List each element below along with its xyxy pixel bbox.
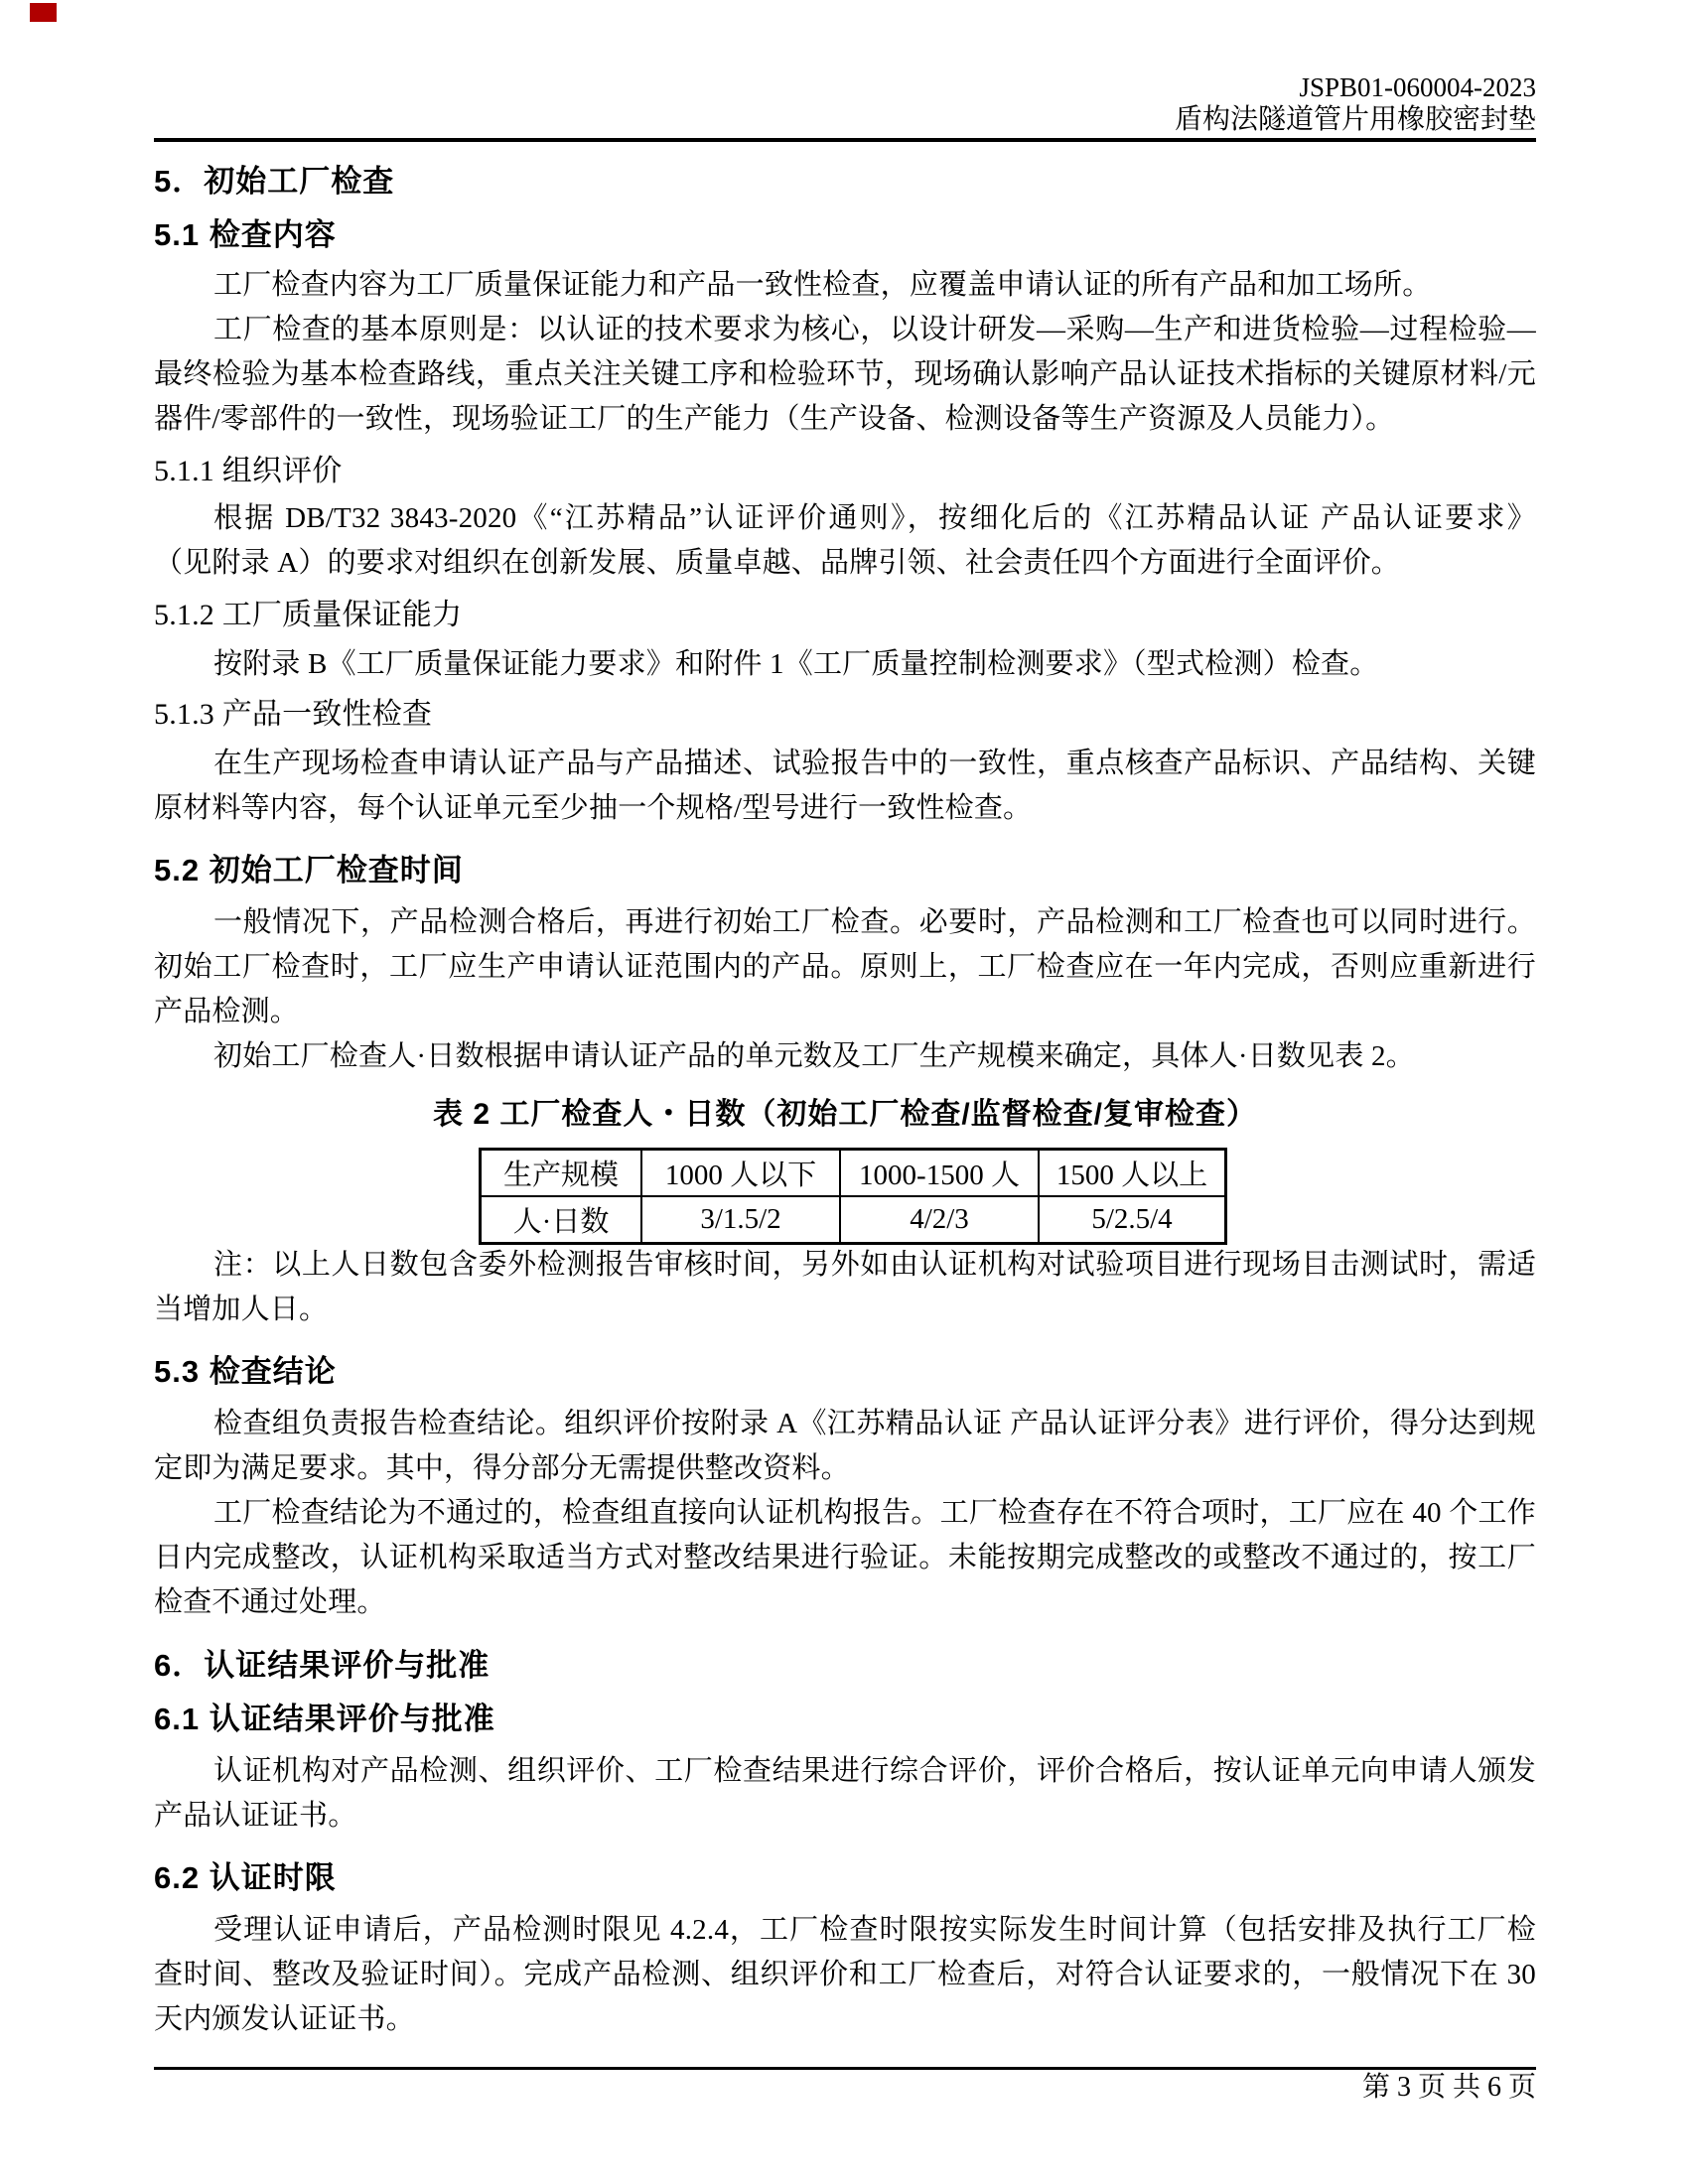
table-header-cell: 生产规模	[481, 1150, 642, 1197]
corner-red-mark	[30, 3, 57, 22]
table-header-cell: 1000-1500 人	[840, 1150, 1039, 1197]
section-heading: 5.1.2 工厂质量保证能力	[154, 599, 463, 631]
doc-text-line: 认证机构对产品检测、组织评价、工厂检查结果进行综合评价，评价合格后，按认证单元向申请人颁发	[213, 1755, 1536, 1787]
table-cell: 4/2/3	[840, 1196, 1039, 1244]
doc-text-line: 产品检测。	[154, 996, 300, 1027]
section-heading: 5.1.1 组织评价	[154, 455, 343, 487]
header-rule	[154, 138, 1536, 142]
section-heading: 5．初始工厂检查	[154, 164, 395, 199]
doc-text-line: 最终检验为基本检查路线，重点关注关键工序和检验环节，现场确认影响产品认证技术指标的关键原材料/元	[154, 358, 1536, 390]
footer-rule	[154, 2067, 1536, 2070]
doc-text-line: 检查组负责报告检查结论。组织评价按附录 A《江苏精品认证 产品认证评分表》进行评价，得分达到规	[213, 1408, 1536, 1439]
doc-text-line: 在生产现场检查申请认证产品与产品描述、试验报告中的一致性，重点核查产品标识、产品结构、关键	[213, 748, 1536, 779]
doc-text-line: 初始工厂检查时，工厂应生产申请认证范围内的产品。原则上，工厂检查应在一年内完成，否则应重新进行	[154, 951, 1536, 983]
section-heading: 6.1 认证结果评价与批准	[154, 1702, 495, 1736]
section-heading: 5.2 初始工厂检查时间	[154, 853, 464, 887]
page-number: 第 3 页 共 6 页	[1361, 2072, 1536, 2103]
section-heading: 6.2 认证时限	[154, 1860, 337, 1895]
doc-text-line: 受理认证申请后，产品检测时限见 4.2.4，工厂检查时限按实际发生时间计算（包括安排及执行工厂检	[213, 1914, 1536, 1946]
doc-text-line: 查时间、整改及验证时间）。完成产品检测、组织评价和工厂检查后，对符合认证要求的，一般情况下在 30	[154, 1959, 1536, 1990]
doc-text-line: 器件/零部件的一致性，现场验证工厂的生产能力（生产设备、检测设备等生产资源及人员能力）。	[154, 403, 1395, 435]
doc-text-line: 天内颁发认证证书。	[154, 2003, 415, 2035]
doc-text-line: 定即为满足要求。其中，得分部分无需提供整改资料。	[154, 1452, 850, 1484]
doc-text-line: 工厂检查结论为不通过的，检查组直接向认证机构报告。工厂检查存在不符合项时，工厂应在 40 个工作	[213, 1497, 1536, 1529]
table2-title: 表 2 工厂检查人・日数（初始工厂检查/监督检查/复审检查）	[432, 1098, 1258, 1131]
doc-text-line: （见附录 A）的要求对组织在创新发展、质量卓越、品牌引领、社会责任四个方面进行全面评价。	[154, 547, 1400, 579]
table-header-cell: 1500 人以上	[1039, 1150, 1226, 1197]
section-heading: 5.1.3 产品一致性检查	[154, 698, 433, 731]
header-doc-number: JSPB01-060004-2023	[1299, 72, 1536, 102]
doc-text-line: 产品认证证书。	[154, 1800, 357, 1832]
table-cell: 人·日数	[481, 1196, 642, 1244]
doc-text-line: 按附录 B《工厂质量保证能力要求》和附件 1《工厂质量控制检测要求》（型式检测）检查。	[213, 648, 1379, 680]
doc-text-line: 工厂检查内容为工厂质量保证能力和产品一致性检查，应覆盖申请认证的所有产品和加工场所。	[213, 269, 1432, 301]
doc-text-line: 原材料等内容，每个认证单元至少抽一个规格/型号进行一致性检查。	[154, 792, 1033, 824]
doc-text-line: 检查不通过处理。	[154, 1586, 386, 1618]
table-cell: 5/2.5/4	[1039, 1196, 1226, 1244]
doc-text-line: 日内完成整改，认证机构采取适当方式对整改结果进行验证。未能按期完成整改的或整改不通过的，按工厂	[154, 1542, 1536, 1573]
doc-text-line: 工厂检查的基本原则是：以认证的技术要求为核心，以设计研发—采购—生产和进货检验—过程检验—	[213, 314, 1536, 345]
doc-text-line: 注：以上人日数包含委外检测报告审核时间，另外如由认证机构对试验项目进行现场目击测试时，需适	[213, 1249, 1536, 1281]
table-row	[481, 1150, 1226, 1197]
header-doc-title: 盾构法隧道管片用橡胶密封垫	[1174, 104, 1536, 135]
doc-text-line: 根据 DB/T32 3843-2020《“江苏精品”认证评价通则》，按细化后的《江苏精品认证 产品认证要求》	[213, 502, 1536, 534]
table-header-cell: 1000 人以下	[641, 1150, 840, 1197]
doc-text-line: 初始工厂检查人·日数根据申请认证产品的单元数及工厂生产规模来确定，具体人·日数见表 2。	[213, 1040, 1415, 1072]
section-heading: 5.3 检查结论	[154, 1354, 337, 1389]
section-heading: 5.1 检查内容	[154, 217, 337, 252]
table2	[479, 1148, 1227, 1245]
doc-text-line: 当增加人日。	[154, 1294, 329, 1325]
table-row	[481, 1196, 1226, 1244]
section-heading: 6．认证结果评价与批准	[154, 1648, 491, 1683]
doc-text-line: 一般情况下，产品检测合格后，再进行初始工厂检查。必要时，产品检测和工厂检查也可以同时进行。	[213, 906, 1536, 938]
table-cell: 3/1.5/2	[641, 1196, 840, 1244]
